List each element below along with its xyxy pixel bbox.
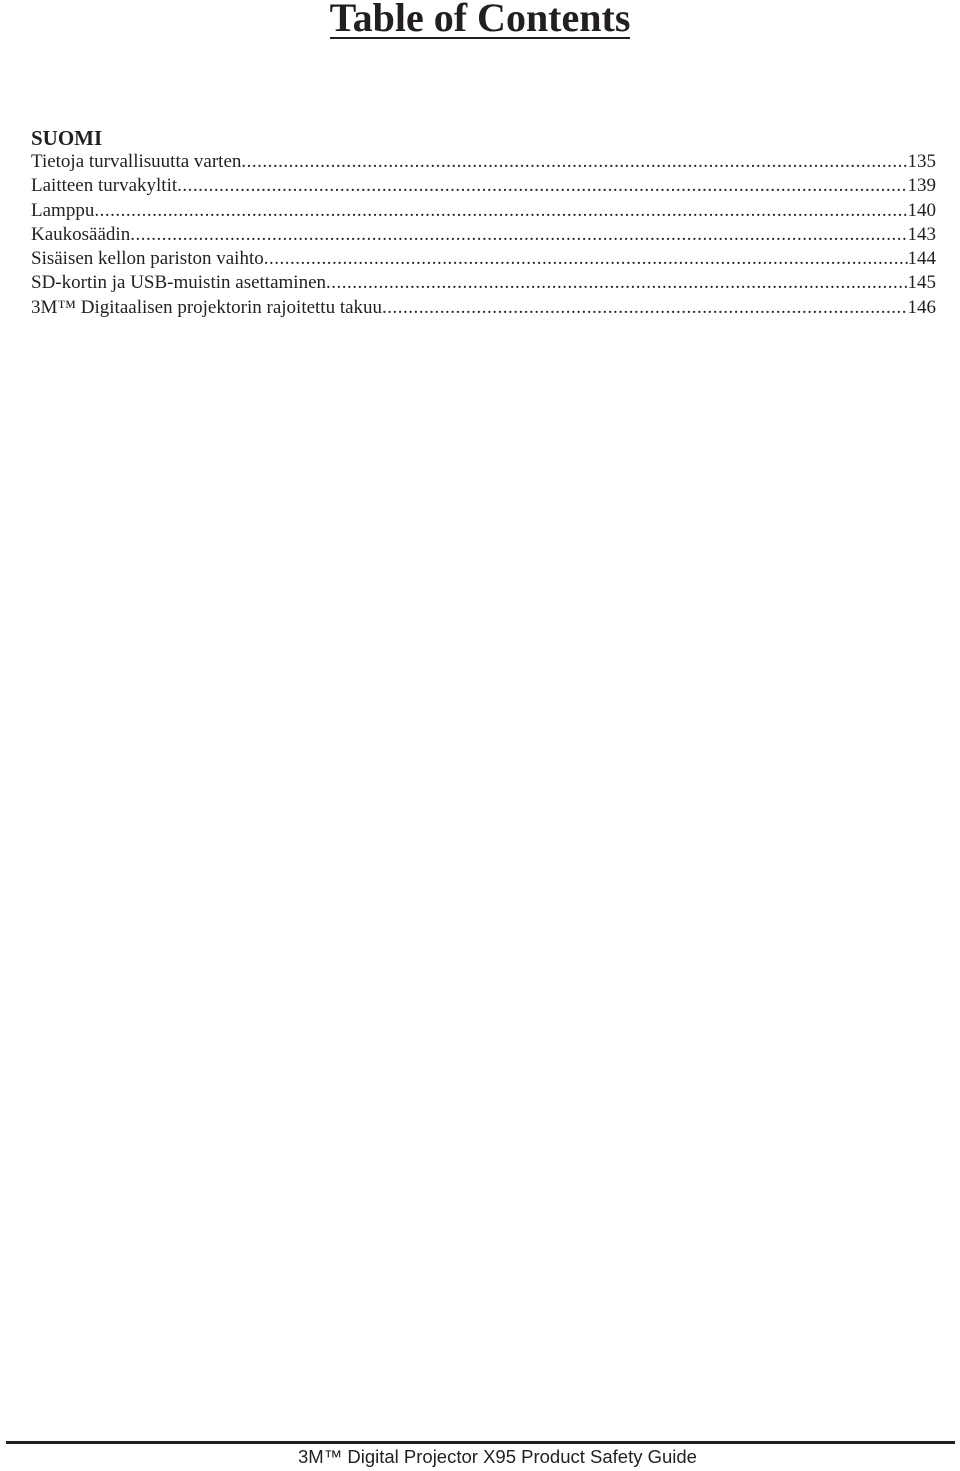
toc-list bbox=[31, 150, 936, 320]
toc-entry[interactable] bbox=[31, 199, 936, 223]
page-title bbox=[0, 0, 960, 39]
toc-entry-title: Kaukosäädin bbox=[31, 223, 131, 245]
toc-entry-page: 144 bbox=[907, 248, 936, 270]
toc-entry-title: 3M™ Digitaalisen projektorin rajoitettu takuu bbox=[31, 296, 383, 318]
table-of-contents bbox=[31, 126, 936, 320]
dot-leader bbox=[241, 150, 907, 174]
footer-text: 3M™ Digital Projector X95 Product Safety Guide bbox=[298, 1446, 697, 1467]
toc-entry-title: Lamppu bbox=[31, 199, 95, 221]
toc-entry-page: 146 bbox=[907, 296, 936, 318]
page-title-text: Table of Contents bbox=[329, 0, 631, 40]
toc-entry-title: Laitteen turvakyltit bbox=[31, 175, 178, 197]
dot-leader bbox=[264, 247, 908, 271]
footer-divider bbox=[6, 1441, 955, 1444]
toc-entry-title: Sisäisen kellon pariston vaihto bbox=[31, 248, 264, 270]
toc-entry[interactable] bbox=[31, 223, 936, 247]
toc-entry[interactable] bbox=[31, 174, 936, 198]
toc-entry-page: 140 bbox=[907, 199, 936, 221]
dot-leader bbox=[382, 296, 907, 320]
toc-entry-page: 139 bbox=[907, 175, 936, 197]
section-heading: SUOMI bbox=[31, 126, 103, 150]
toc-entry[interactable] bbox=[31, 150, 936, 174]
toc-entry-title: SD-kortin ja USB-muistin asettaminen bbox=[31, 272, 327, 294]
dot-leader bbox=[94, 199, 907, 223]
dot-leader bbox=[326, 271, 907, 295]
toc-entry-page: 145 bbox=[907, 272, 936, 294]
toc-entry-title: Tietoja turvallisuutta varten bbox=[31, 151, 242, 172]
toc-entry-page: 135 bbox=[907, 151, 936, 172]
toc-entry-page: 143 bbox=[907, 223, 936, 245]
dot-leader bbox=[130, 223, 907, 247]
toc-entry[interactable] bbox=[31, 271, 936, 295]
dot-leader bbox=[177, 174, 907, 198]
toc-entry[interactable] bbox=[31, 296, 936, 320]
toc-entry[interactable] bbox=[31, 247, 936, 271]
